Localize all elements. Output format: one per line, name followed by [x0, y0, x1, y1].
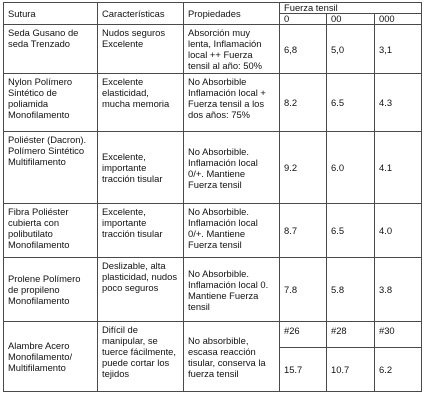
table-row [4, 258, 422, 322]
header-fuerza-tensil: Fuerza tensil [280, 3, 422, 14]
cell-valor: 4.1 [375, 132, 422, 204]
cell-sutura: Fibra Poliéster cubierta con polibutilato Monofilamento [4, 204, 98, 258]
cell-propiedades: No absorbible, escasa reacción tisular, conserva la fuerza tensil [184, 322, 280, 392]
header-propiedades: Propiedades [184, 3, 280, 25]
cell-sutura: Poliéster (Dacron). Polímero Sintético Multifilamento [4, 132, 98, 204]
cell-valor: 5,0 [327, 25, 375, 74]
cell-valor: 6,8 [280, 25, 327, 74]
cell-valor: 6.0 [327, 132, 375, 204]
table-row [4, 74, 422, 132]
cell-valor: 6.5 [327, 74, 375, 132]
cell-valor: 6.5 [327, 204, 375, 258]
cell-valor: 7.8 [280, 258, 327, 322]
cell-valor: 3,1 [375, 25, 422, 74]
cell-valor: 10.7 [327, 348, 375, 392]
cell-propiedades: Absorción muy lenta, Inflamación local ++ Fuerza tensil al año: 50% [184, 25, 280, 74]
cell-propiedades: No Absorbible. Inflamación local 0. Mantiene Fuerza tensil [184, 258, 280, 322]
cell-caracteristicas: Difícil de manipular, se tuerce fácilmente, puede cortar los tejidos [98, 322, 184, 392]
table-row [4, 132, 422, 204]
cell-valor: 4.0 [375, 204, 422, 258]
table-row [4, 322, 422, 348]
cell-valor: 9.2 [280, 132, 327, 204]
cell-valor: 4.3 [375, 74, 422, 132]
cell-propiedades: No Absorbible Inflamación local + Fuerza tensil a los dos años: 75% [184, 74, 280, 132]
table-row [4, 204, 422, 258]
header-sutura: Sutura [4, 3, 98, 25]
cell-calibre: #30 [375, 322, 422, 348]
cell-sutura: Nylon Polímero Sintético de poliamida Monofilamento [4, 74, 98, 132]
cell-valor: 6.2 [375, 348, 422, 392]
cell-caracteristicas: Excelente, importante tracción tisular [98, 204, 184, 258]
header-caracteristicas: Características [98, 3, 184, 25]
cell-propiedades: No Absorbible. Inflamación local 0/+. Mantiene Fuerza tensil [184, 204, 280, 258]
cell-valor: 8.7 [280, 204, 327, 258]
cell-valor: 8.2 [280, 74, 327, 132]
header-size-0: 0 [280, 14, 327, 25]
header-size-000: 000 [375, 14, 422, 25]
table-row [4, 25, 422, 74]
cell-sutura: Seda Gusano de seda Trenzado [4, 25, 98, 74]
header-size-00: 00 [327, 14, 375, 25]
cell-sutura: Prolene Polímero de propileno Monofilamento [4, 258, 98, 322]
cell-caracteristicas: Nudos seguros Excelente [98, 25, 184, 74]
cell-caracteristicas: Deslizable, alta plasticidad, nudos poco seguros [98, 258, 184, 322]
cell-propiedades: No Absorbible. Inflamación local 0/+. Mantiene Fuerza tensil [184, 132, 280, 204]
cell-caracteristicas: Excelente elasticidad, mucha memoria [98, 74, 184, 132]
cell-calibre: #28 [327, 322, 375, 348]
cell-caracteristicas: Excelente, importante tracción tisular [98, 132, 184, 204]
suture-table [3, 2, 422, 392]
cell-valor: 5.8 [327, 258, 375, 322]
cell-sutura: Alambre Acero Monofilamento/ Multifilamento [4, 322, 98, 392]
cell-calibre: #26 [280, 322, 327, 348]
cell-valor: 3.8 [375, 258, 422, 322]
cell-valor: 15.7 [280, 348, 327, 392]
